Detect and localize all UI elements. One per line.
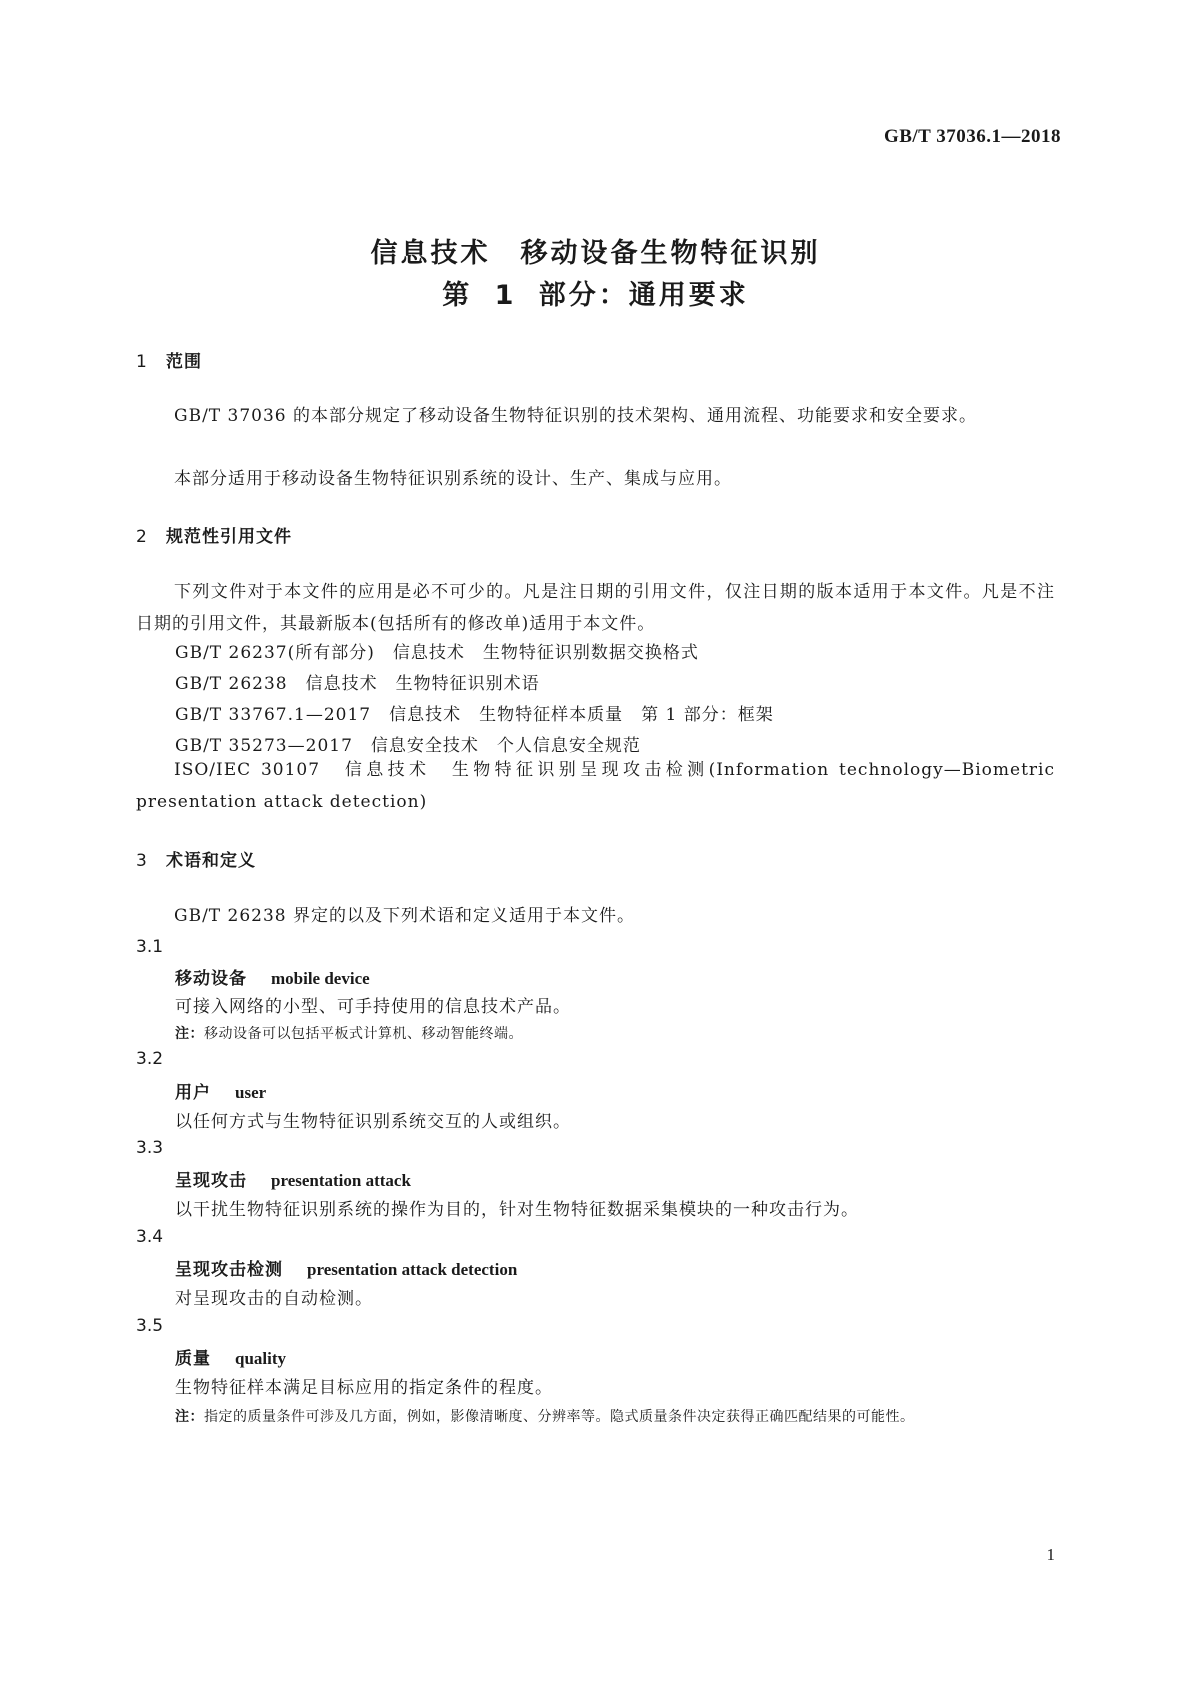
term-number: 3.1	[136, 937, 164, 957]
section-number: 2	[136, 527, 148, 547]
term-name	[175, 1166, 411, 1191]
reference-item: GB/T 35273—2017 信息安全技术 个人信息安全规范	[175, 736, 641, 756]
term-name-en: mobile device	[271, 969, 370, 988]
term-definition: 以干扰生物特征识别系统的操作为目的，针对生物特征数据采集模块的一种攻击行为。	[175, 1200, 859, 1220]
term-name	[175, 1344, 286, 1369]
term-name-zh: 用户	[175, 1083, 211, 1103]
note-text: 指定的质量条件可涉及几方面，例如，影像清晰度、分辨率等。隐式质量条件决定获得正确匹配结果的可能性。	[204, 1409, 915, 1425]
term-note	[175, 1023, 523, 1043]
term-name-en: user	[235, 1083, 267, 1102]
term-name-en: quality	[235, 1349, 287, 1368]
reference-item-iso: ISO/IEC 30107 信息技术 生物特征识别呈现攻击检测(Information technology—Biometric presentation attack detection)	[136, 760, 1055, 812]
term-number: 3.5	[136, 1316, 164, 1336]
reference-item: GB/T 26238 信息技术 生物特征识别术语	[175, 674, 540, 694]
section-title: 术语和定义	[166, 851, 256, 871]
term-name-en: presentation attack	[271, 1171, 411, 1190]
term-name-zh: 移动设备	[175, 969, 247, 989]
term-definition: 可接入网络的小型、可手持使用的信息技术产品。	[175, 997, 571, 1017]
note-label: 注：	[175, 1026, 204, 1042]
section-heading-scope	[136, 347, 202, 372]
references-intro: 下列文件对于本文件的应用是必不可少的。凡是注日期的引用文件，仅注日期的版本适用于本文件。凡是不注日期的引用文件，其最新版本(包括所有的修改单)适用于本文件。	[136, 582, 1055, 634]
section-title: 范围	[166, 352, 202, 372]
term-definition: 以任何方式与生物特征识别系统交互的人或组织。	[175, 1112, 571, 1132]
reference-item: GB/T 33767.1—2017 信息技术 生物特征样本质量 第 1 部分：框架	[175, 705, 774, 725]
term-name-zh: 质量	[175, 1349, 211, 1369]
reference-item: GB/T 26237(所有部分) 信息技术 生物特征识别数据交换格式	[175, 643, 699, 663]
section-number: 3	[136, 851, 148, 871]
term-number: 3.4	[136, 1227, 164, 1247]
term-name	[175, 1255, 517, 1280]
note-text: 移动设备可以包括平板式计算机、移动智能终端。	[204, 1026, 523, 1042]
document-title-line2: 第 1 部分：通用要求	[442, 280, 749, 311]
section-title: 规范性引用文件	[166, 527, 292, 547]
standard-number: GB/T 37036.1—2018	[883, 126, 1061, 147]
term-name	[175, 1078, 266, 1103]
terms-intro: GB/T 26238 界定的以及下列术语和定义适用于本文件。	[174, 906, 636, 926]
term-name-zh: 呈现攻击	[175, 1171, 247, 1191]
term-name	[175, 964, 370, 989]
section-heading-normative-references	[136, 522, 292, 547]
scope-paragraph-1: GB/T 37036 的本部分规定了移动设备生物特征识别的技术架构、通用流程、功能要求和安全要求。	[174, 406, 978, 426]
term-name-en: presentation attack detection	[307, 1260, 518, 1279]
scope-paragraph-2: 本部分适用于移动设备生物特征识别系统的设计、生产、集成与应用。	[174, 469, 732, 489]
term-number: 3.3	[136, 1138, 164, 1158]
term-note	[175, 1406, 915, 1426]
document-title-line1: 信息技术 移动设备生物特征识别	[370, 238, 821, 269]
term-number: 3.2	[136, 1049, 164, 1069]
term-definition: 对呈现攻击的自动检测。	[175, 1289, 373, 1309]
note-label: 注：	[175, 1409, 204, 1425]
term-name-zh: 呈现攻击检测	[175, 1260, 283, 1280]
section-heading-terms	[136, 846, 256, 871]
page-number: 1	[1046, 1545, 1055, 1564]
section-number: 1	[136, 352, 148, 372]
term-definition: 生物特征样本满足目标应用的指定条件的程度。	[175, 1378, 553, 1398]
